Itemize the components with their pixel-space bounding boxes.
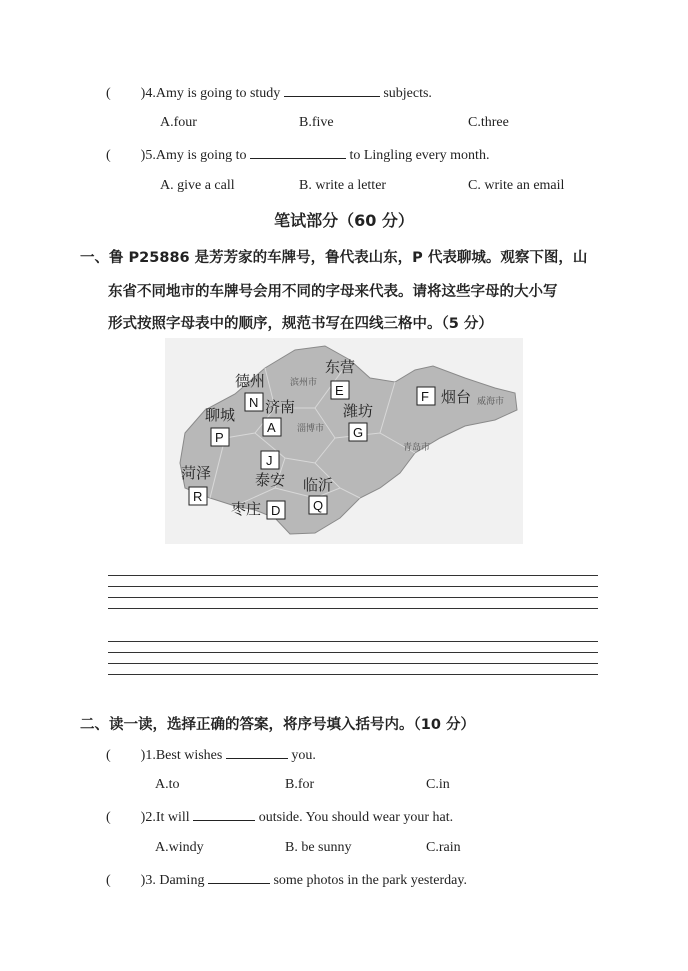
question-text: 4.Amy is going to study [145,86,281,101]
paren-close: ) [140,148,146,163]
paren-open: ( [106,148,111,163]
map-small-label: 滨州市 [290,378,318,388]
fill-blank[interactable] [250,146,346,159]
map-small-label: 威海市 [477,397,505,407]
part2-title: 二、读一读，选择正确的答案，将序号填入括号内。（10 分） [80,717,475,733]
fill-blank[interactable] [226,746,288,759]
paren-open: ( [106,873,111,888]
city-label: 烟台 [441,388,472,406]
paren-open: ( [106,748,111,763]
city-label: 东营 [325,358,356,376]
city-letter-box: G [353,425,364,440]
fill-blank[interactable] [193,808,255,821]
option-b: B. write a letter [299,178,387,193]
question-text-end: you. [291,748,316,763]
question-text-end: outside. You should wear your hat. [258,810,454,825]
option-a: A. give a call [160,178,235,193]
option-b: B. be sunny [285,840,352,855]
option-c: C.in [426,777,450,792]
city-label: 潍坊 [343,402,374,420]
city-label: 聊城 [205,406,236,424]
city-label: 德州 [235,372,266,390]
city-letter-box: N [249,395,259,410]
question-text-end: subjects. [383,86,432,101]
option-c: C.three [468,115,509,130]
map-small-label: 青岛市 [403,443,431,453]
option-b: B.five [299,115,334,130]
part1-line2: 东省不同地市的车牌号会用不同的字母来代表。请将这些字母的大小写 [108,284,558,300]
fill-blank[interactable] [284,84,380,97]
city-letter-box: R [193,489,203,504]
city-letter-box: A [267,420,276,435]
question-3 [106,871,467,889]
map-small-label: 淄博市 [297,424,325,434]
part1-line1: 一、鲁 P25886 是芳芳家的车牌号，鲁代表山东，P 代表聊城。观察下图，山 [80,250,588,266]
question-text: 5.Amy is going to [145,148,247,163]
question-2 [106,808,453,826]
part1-line3: 形式按照字母表中的顺序，规范书写在四线三格中。（5 分） [108,316,493,332]
option-c: C. write an email [468,178,565,193]
question-text-end: to Lingling every month. [349,148,490,163]
question-5 [106,146,489,164]
city-label: 菏泽 [181,464,212,482]
question-1 [106,746,316,764]
city-label: 临沂 [303,476,334,494]
paren-open: ( [106,86,111,101]
question-text: 2.It will [145,810,190,825]
city-label: 泰安 [255,471,286,489]
city-label: 枣庄 [231,500,262,518]
question-text: 1.Best wishes [145,748,223,763]
section-title: 笔试部分（60 分） [274,211,414,230]
paren-close: ) [140,810,146,825]
city-letter-box: F [421,389,429,404]
city-letter-box: D [271,503,281,518]
option-a: A.windy [155,840,204,855]
city-letter-box: P [215,430,224,445]
city-letter-box: E [335,383,344,398]
option-b: B.for [285,777,315,792]
city-label: 济南 [265,398,296,416]
question-4 [106,84,432,102]
city-letter-box: Q [313,498,324,513]
city-letter-box: J [266,453,273,468]
question-text: 3. Daming [145,873,205,888]
fill-blank[interactable] [208,871,270,884]
paren-close: ) [140,86,146,101]
paren-close: ) [140,748,146,763]
paren-open: ( [106,810,111,825]
option-a: A.to [155,777,180,792]
paren-close: ) [140,873,146,888]
option-a: A.four [160,115,197,130]
option-c: C.rain [426,840,461,855]
shandong-map [165,338,523,544]
question-text-end: some photos in the park yesterday. [273,873,467,888]
